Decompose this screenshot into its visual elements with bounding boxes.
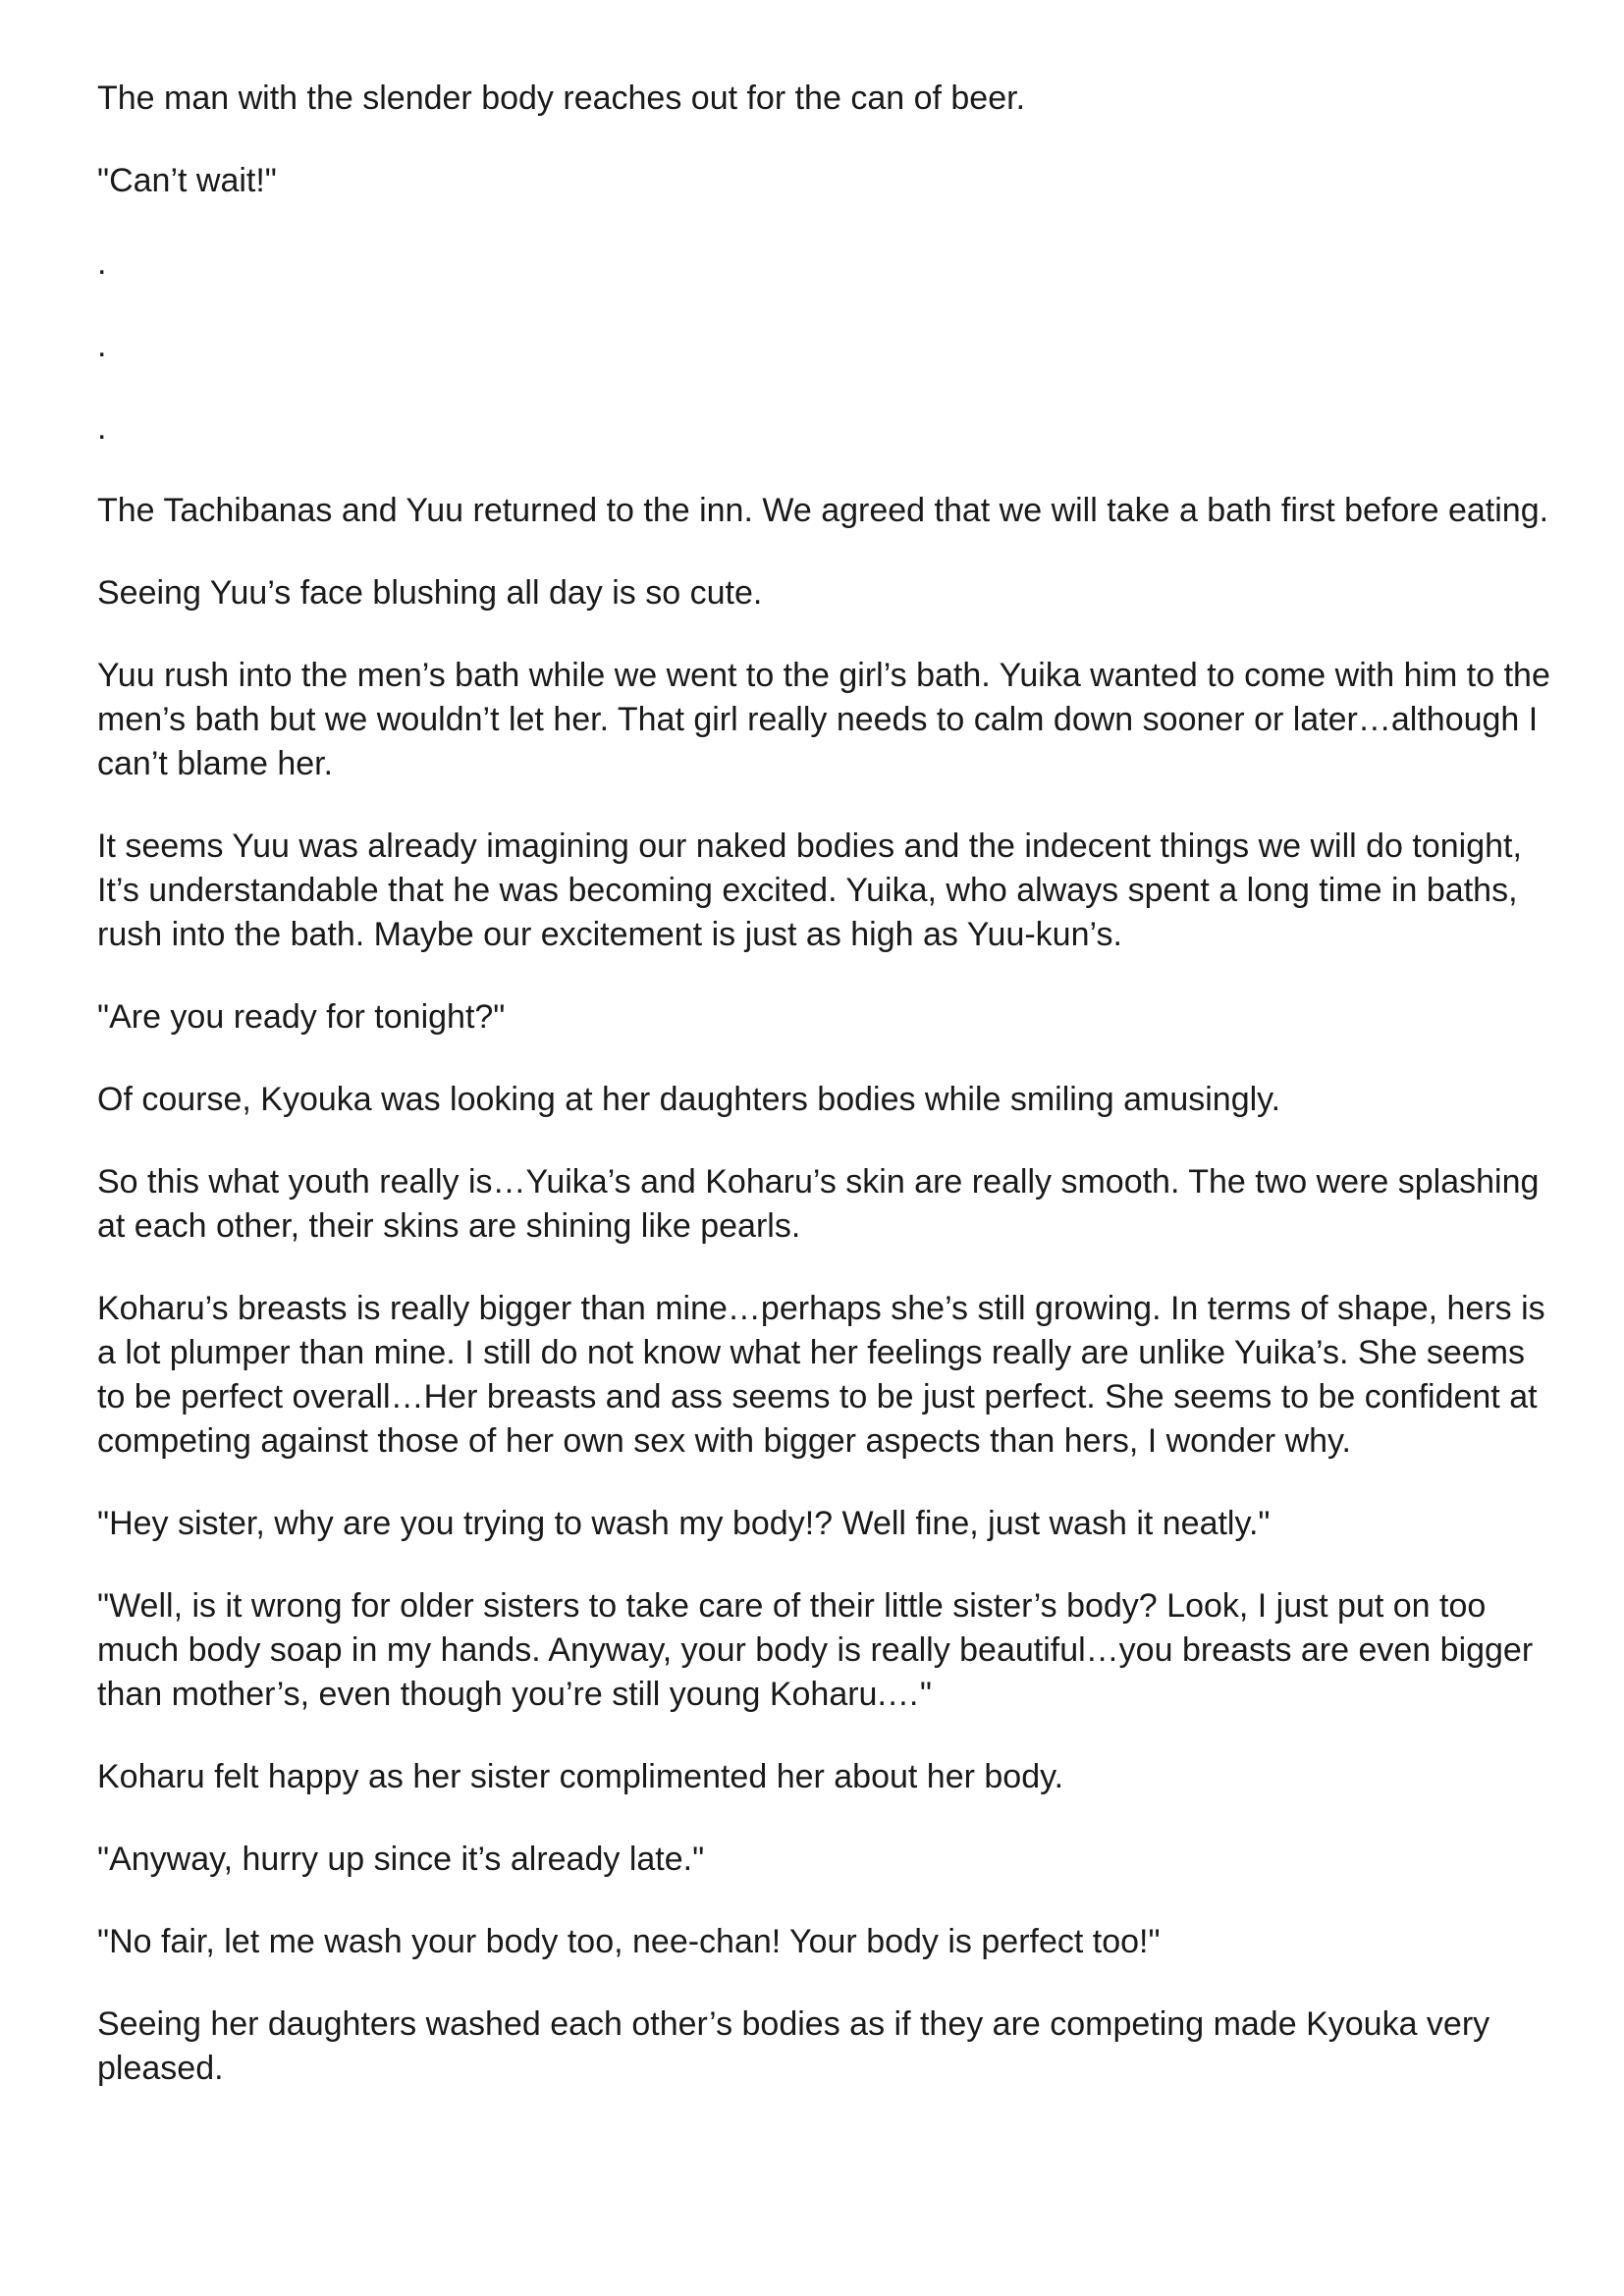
scene-break-dot: .	[97, 409, 107, 447]
paragraph: It seems Yuu was already imagining our naked bodies and the indecent things we will do tonight, It’s understandable that he was becoming excited. Yuika, who always spent a long time in baths, rush into the bath. Maybe our excitement is just as high as Yuu-kun’s.	[97, 828, 1522, 953]
scene-break-dot: .	[97, 327, 107, 364]
document-page	[97, 77, 1550, 2129]
scene-break-dot: .	[97, 244, 107, 282]
paragraph: Seeing Yuu’s face blushing all day is so cute.	[97, 574, 763, 612]
paragraph: So this what youth really is…Yuika’s and Koharu’s skin are really smooth. The two were splashing at each other, their skins are shining like pearls.	[97, 1163, 1540, 1245]
paragraph: Of course, Kyouka was looking at her daughters bodies while smiling amusingly.	[97, 1081, 1281, 1118]
paragraph: Seeing her daughters washed each other’s bodies as if they are competing made Kyouka very pleased.	[97, 2005, 1490, 2087]
paragraph: Koharu felt happy as her sister complimented her about her body.	[97, 1758, 1064, 1795]
paragraph: "No fair, let me wash your body too, nee-chan! Your body is perfect too!"	[97, 1923, 1161, 1960]
paragraph: "Anyway, hurry up since it’s already late."	[97, 1841, 705, 1878]
paragraph: "Are you ready for tonight?"	[97, 998, 506, 1036]
paragraph: "Can’t wait!"	[97, 162, 277, 199]
paragraph: Yuu rush into the men’s bath while we went to the girl’s bath. Yuika wanted to come with him to the men’s bath but we wouldn’t let her. That girl really needs to calm down sooner or later…although I can’t blame her.	[97, 657, 1550, 782]
paragraph: The Tachibanas and Yuu returned to the inn. We agreed that we will take a bath first before eating.	[97, 492, 1549, 529]
paragraph: The man with the slender body reaches out for the can of beer.	[97, 80, 1026, 117]
paragraph: Koharu’s breasts is really bigger than mine…perhaps she’s still growing. In terms of shape, hers is a lot plumper than mine. I still do not know what her feelings really are unlike Yuika’s. She seems to be perfect overall…Her breasts and ass seems to be just perfect. She seems to be confident at competing against those of her own sex with bigger aspects than hers, I wonder why.	[97, 1290, 1545, 1460]
paragraph: "Well, is it wrong for older sisters to take care of their little sister’s body? Look, I just put on too much body soap in my hands. Anyway, your body is really beautiful…you breasts are even bigger than mother’s, even though you’re still young Koharu.…"	[97, 1587, 1534, 1713]
paragraph: "Hey sister, why are you trying to wash my body!? Well fine, just wash it neatly."	[97, 1505, 1271, 1542]
